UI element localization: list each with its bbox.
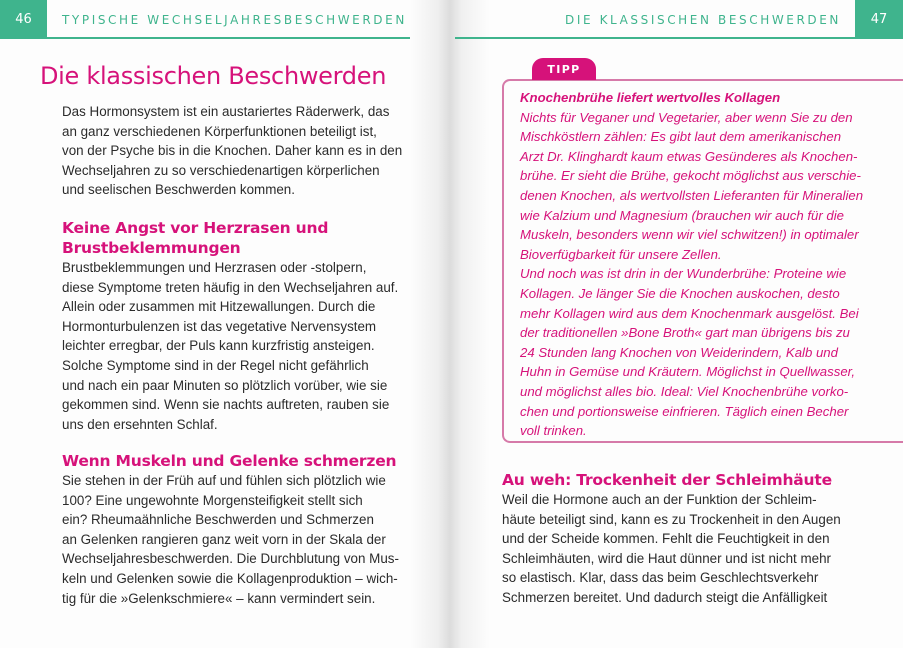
- book-gutter: [410, 0, 490, 648]
- text-line: diese Symptome treten häufig in den Wechseljahren auf.: [62, 279, 399, 295]
- intro-paragraph: [62, 102, 422, 200]
- header-rule-left: [0, 37, 410, 39]
- text-line: von der Psyche bis in die Knochen. Daher kann es in den: [62, 143, 403, 159]
- running-head-right: DIE KLASSISCHEN BESCHWERDEN: [565, 13, 841, 27]
- tip-line: Arzt Dr. Klinghardt kaum etwas Gesünderes als Knochen-: [520, 148, 858, 164]
- tip-line: voll trinken.: [520, 423, 587, 439]
- text-line: Solche Symptome sind in der Regel nicht gefährlich: [62, 357, 369, 373]
- text-line: häute beteiligt sind, kann es zu Trockenheit in den Augen: [502, 511, 841, 527]
- tip-line: Und noch was ist drin in der Wunderbrühe: Proteine wie: [520, 266, 847, 282]
- text-line: Hormonturbulenzen ist das vegetative Nervensystem: [62, 318, 377, 334]
- text-line: Brustbeklemmungen und Herzrasen oder -stolpern,: [62, 260, 367, 275]
- heading-line: Wenn Muskeln und Gelenke schmerzen: [62, 452, 397, 470]
- tip-line: Kollagen. Je länger Sie die Knochen auskochen, desto: [520, 285, 840, 301]
- heading-line: Brustbeklemmungen: [62, 239, 241, 257]
- heading-line: Au weh: Trockenheit der Schleimhäute: [502, 471, 832, 489]
- section-paragraph: [62, 258, 422, 434]
- tip-line: chen und portionsweise einfrieren. Täglich einen Becher: [520, 403, 849, 419]
- tip-content: [520, 88, 892, 441]
- text-line: tig für die »Gelenkschmiere« – kann vermindert sein.: [62, 590, 376, 606]
- text-line: und nach ein paar Minuten so plötzlich vorüber, wie sie: [62, 377, 388, 393]
- text-line: uns den ersehnten Schlaf.: [62, 416, 218, 432]
- tip-tab: TIPP: [532, 58, 596, 80]
- header-rule-right: [455, 37, 903, 39]
- text-line: keln und Gelenken sowie die Kollagenproduktion – wich-: [62, 570, 398, 586]
- text-line: Allein oder zusammen mit Hitzewallungen. Durch die: [62, 299, 376, 315]
- text-line: gekommen sind. Wenn sie nachts auftreten, rauben sie: [62, 397, 390, 413]
- tip-line: denen Knochen, als wertvollsten Lieferanten für Mineralien: [520, 187, 864, 203]
- tip-title: Knochenbrühe liefert wertvolles Kollagen: [520, 90, 781, 105]
- text-line: Weil die Hormone auch an der Funktion der Schleim-: [502, 492, 817, 507]
- text-line: 100? Eine ungewohnte Morgensteifigkeit stellt sich: [62, 492, 363, 508]
- text-line: an ganz verschiedenen Körperfunktionen beteiligt ist,: [62, 123, 377, 139]
- text-line: Schleimhäuten, wird die Haut dünner und ist nicht mehr: [502, 550, 831, 566]
- section-schleimhaeute: [502, 470, 862, 608]
- text-line: Wechseljahresbeschwerden. Die Durchblutung von Mus-: [62, 551, 399, 567]
- text-line: und seelischen Beschwerden kommen.: [62, 182, 295, 198]
- text-line: an Gelenken rangieren ganz weit vorn in der Skala der: [62, 531, 386, 547]
- tip-line: Mischköstlern zählen: Es gibt laut dem amerikanischen: [520, 129, 842, 145]
- section-paragraph: [62, 471, 422, 608]
- page-number-right: 47: [855, 0, 903, 37]
- section-heading: [62, 451, 422, 471]
- text-line: ein? Rheumaähnliche Beschwerden und Schmerzen: [62, 512, 374, 528]
- tip-line: Muskeln, besonders wenn wir viel schwitzen!) in optimaler: [520, 227, 859, 243]
- tip-line: 24 Stunden lang Knochen von Weiderindern, Kalb und: [520, 344, 838, 360]
- text-line: Wechseljahren zu so verschiedenartigen körperlichen: [62, 162, 380, 178]
- heading-line: Keine Angst vor Herzrasen und: [62, 219, 329, 237]
- text-line: leichter erregbar, der Puls kann kurzfristig ansteigen.: [62, 338, 375, 354]
- running-head-left: TYPISCHE WECHSELJAHRESBESCHWERDEN: [62, 13, 407, 27]
- tip-line: brühe. Er sieht die Brühe, gekocht möglichst aus verschie-: [520, 168, 861, 184]
- page-title: Die klassischen Beschwerden: [40, 62, 387, 90]
- tip-line: der traditionellen »Bone Broth« gart man übrigens bis zu: [520, 325, 850, 341]
- section-heading: [62, 218, 422, 258]
- text-line: und der Scheide kommen. Fehlt die Feuchtigkeit in den: [502, 531, 830, 547]
- text-line: Sie stehen in der Früh auf und fühlen sich plötzlich wie: [62, 473, 386, 488]
- text-line: Das Hormonsystem ist ein austariertes Räderwerk, das: [62, 104, 390, 119]
- section-muskeln: [62, 451, 422, 608]
- section-herzrasen: [62, 218, 422, 434]
- text-line: so elastisch. Klar, dass das beim Geschlechtsverkehr: [502, 570, 819, 586]
- tip-line: und möglichst alles bio. Ideal: Viel Knochenbrühe vorko-: [520, 383, 849, 399]
- tip-line: Nichts für Veganer und Vegetarier, aber wenn Sie zu den: [520, 109, 853, 125]
- section-heading: [502, 470, 862, 490]
- section-paragraph: [502, 490, 862, 608]
- tip-line: mehr Kollagen wird aus dem Knochenmark ausgelöst. Bei: [520, 305, 859, 321]
- page-number-left: 46: [0, 0, 47, 37]
- tip-line: Bioverfügbarkeit für unsere Zellen.: [520, 246, 722, 262]
- tip-line: Huhn in Gemüse und Kräutern. Möglichst in Quellwasser,: [520, 364, 855, 380]
- tip-line: wie Kalzium und Magnesium (brauchen wir auch für die: [520, 207, 844, 223]
- text-line: Schmerzen bereitet. Und dadurch steigt die Anfälligkeit: [502, 589, 828, 605]
